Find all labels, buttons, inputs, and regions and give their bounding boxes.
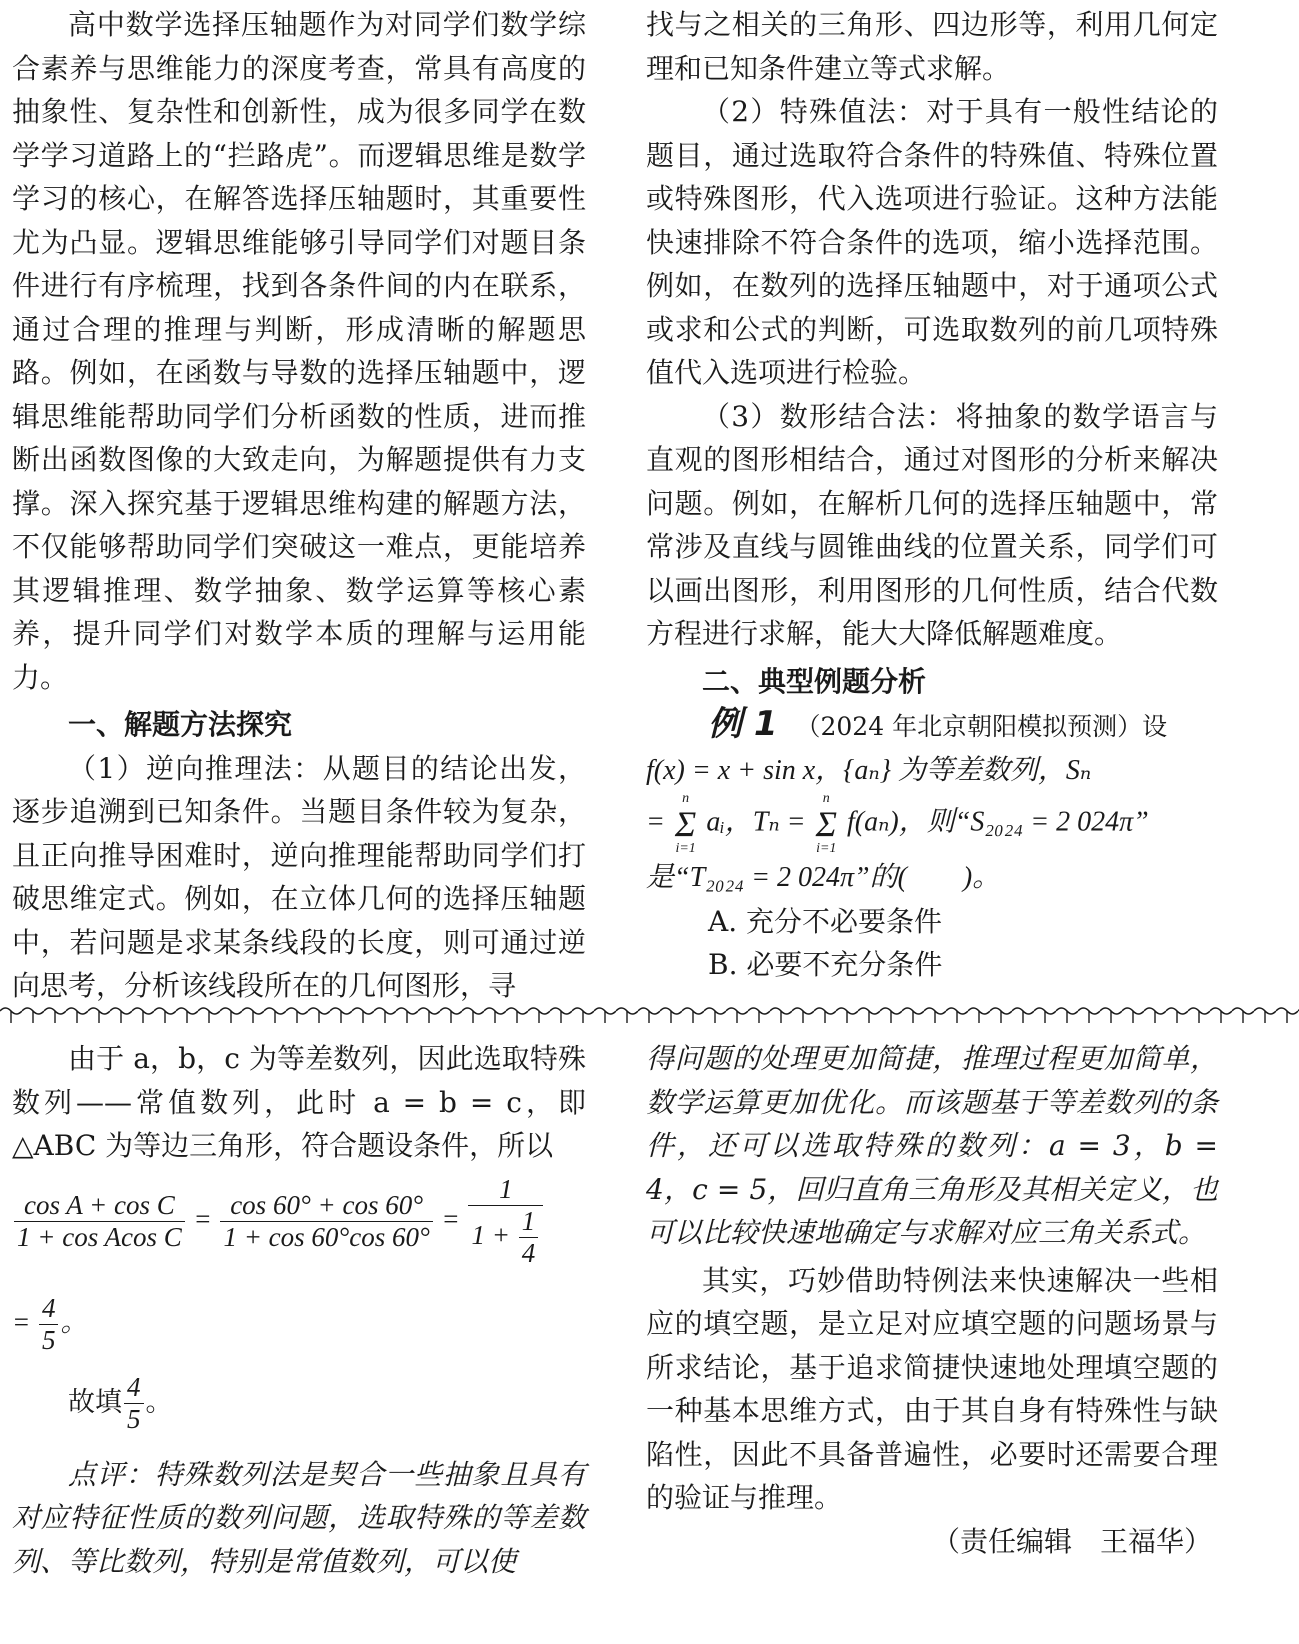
method-2-paragraph: （2）特殊值法：对于具有一般性结论的题目，通过选取符合条件的特殊值、特殊位置或特殊图形，代入选项进行验证。这种方法能快速排除不符合条件的选项，缩小选择范围。例如，在数列的选择压轴题中，对于通项公式或求和公式的判断，可选取数列的前几项特殊值代入选项进行检验。 <box>646 95 1218 389</box>
method-1-paragraph: （1）逆向推理法：从题目的结论出发，逐步追溯到已知条件。当题目条件较为复杂，且正向推导困难时，逆向推理能帮助同学们打破思维定式。例如，在立体几何的选择压轴题中，若问题是求某条线段的长度，则可通过逆向思考，分析该线段所在的几何图形，寻 <box>12 751 586 1002</box>
example-line-2-end: f(aₙ)，则“S₂₀₂₄ = 2 024π” <box>846 806 1149 838</box>
option-a: A. 充分不必要条件 <box>708 904 943 938</box>
page-cut-divider <box>0 1003 1299 1027</box>
summary-paragraph: 其实，巧妙借助特例法来快速解决一些相应的填空题，是立足对应填空题的问题场景与所求结论，基于追求简捷快速地处理填空题的一种基本思维方式，由于其自身有特殊性与缺陷性，因此不具备普遍性，必要时还需要合理的验证与推理。 <box>646 1263 1218 1514</box>
top-left-column <box>12 3 586 1008</box>
answer-fraction: $\frac{4}{5}$ <box>124 1372 144 1435</box>
example-line-3: 是“T₂₀₂₄ = 2 024π”的( )。 <box>646 862 1001 893</box>
example-line-1: f(x) = x + sin x，{aₙ} 为等差数列，Sₙ <box>646 754 1092 786</box>
example-line-2 <box>646 792 1218 856</box>
sum-symbol-1: n Σ i=1 <box>674 791 697 856</box>
fraction-3-inner: $\frac{1}{4}$ <box>519 1206 539 1269</box>
example-line-2-mid: aᵢ，Tₙ = <box>706 806 806 838</box>
example-source: （2024 年北京朝阳模拟预测）设 <box>795 712 1168 741</box>
result-fraction: $\frac{4}{5}$ <box>39 1293 59 1356</box>
comment-continued: 得问题的处理更加简捷，推理过程更加简单，数学运算更加优化。而该题基于等差数列的条件，还可以选取特殊的数列：a = 3，b = 4，c = 5，回归直角三角形及其相关定义，也可以比较快速地确定与求解对应三角关系式。 <box>646 1042 1218 1249</box>
bottom-right-column <box>646 1037 1218 1563</box>
fraction-1: $\frac{\text{cos A + cos C}}{\text{1 + cos Acos C}}$ <box>14 1190 185 1253</box>
solution-paragraph: 由于 a，b，c 为等差数列，因此选取特殊数列——常值数列，此时 a = b = c，即△ABC 为等边三角形，符合题设条件，所以 <box>12 1042 586 1162</box>
fraction-3: 1 1 + $\frac{1}{4}$ <box>468 1174 543 1269</box>
sum-symbol-2: n Σ i=1 <box>815 791 837 856</box>
section-heading-2: 二、典型例题分析 <box>702 664 927 698</box>
fraction-equation: $\frac{\text{cos A + cos C}}{\text{1 + cos Acos C}}$ = $\frac{\cos 60^\circ + \cos 60^\circ}{1 + \cos 60^\circ\cos 60^\circ}$ = 1 1 + $\frac{1}{4}$ <box>12 1174 586 1269</box>
top-right-column <box>646 3 1218 987</box>
equation-result: = $\frac{4}{5}$ 。 <box>12 1292 88 1355</box>
fraction-2: $\frac{\cos 60^\circ + \cos 60^\circ}{1 + \cos 60^\circ\cos 60^\circ}$ <box>220 1190 432 1253</box>
comment-paragraph: 点评：特殊数列法是契合一些抽象且具有对应特征性质的数列问题，选取特殊的等差数列、等比数列，特别是常值数列，可以使 <box>12 1457 586 1578</box>
intro-paragraph: 高中数学选择压轴题作为对同学们数学综合素养与思维能力的深度考查，常具有高度的抽象性、复杂性和创新性，成为很多同学在数学学习道路上的“拦路虎”。而逻辑思维是数学学习的核心，在解答选择压轴题时，其重要性尤为凸显。逻辑思维能够引导同学们对题目条件进行有序梳理，找到各条件间的内在联系，通过合理的推理与判断，形成清晰的解题思路。例如，在函数与导数的选择压轴题中，逻辑思维能帮助同学们分析函数的性质，进而推断出函数图像的大致走向，为解题提供有力支撑。深入探究基于逻辑思维构建的解题方法，不仅能够帮助同学们突破这一难点，更能培养其逻辑推理、数学抽象、数学运算等核心素养，提升同学们对数学本质的理解与运用能力。 <box>12 8 586 694</box>
option-b: B. 必要不充分条件 <box>708 948 943 981</box>
section-heading-1: 一、解题方法探究 <box>68 708 293 741</box>
example-1-header <box>646 703 1218 749</box>
fill-answer: 故填 $\frac{4}{5}$ 。 <box>68 1371 173 1434</box>
example-line-2-eq: = <box>646 806 665 838</box>
example-label: 例 1 <box>708 704 778 744</box>
editor-credit: （责任编辑 王福华） <box>931 1524 1212 1558</box>
method-1-continued: 找与之相关的三角形、四边形等，利用几何定理和已知条件建立等式求解。 <box>646 8 1218 85</box>
method-3-paragraph: （3）数形结合法：将抽象的数学语言与直观的图形相结合，通过对图形的分析来解决问题。例如，在解析几何的选择压轴题中，常常涉及直线与圆锥曲线的位置关系，同学们可以画出图形，利用图形的几何性质，结合代数方程进行求解，能大大降低解题难度。 <box>646 399 1218 650</box>
bottom-left-column <box>12 1037 586 1583</box>
